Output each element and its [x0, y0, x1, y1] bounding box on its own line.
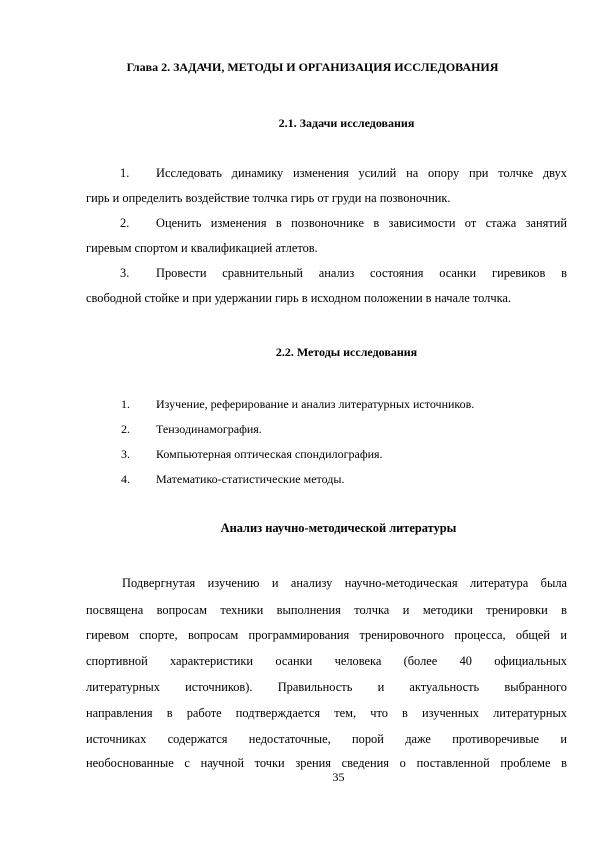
task-item-1-line-1	[86, 163, 567, 183]
method-item-2-text: Тензодинамография.	[156, 422, 262, 436]
literature-line-2: посвящена вопросам техники выполнения толчка и методики тренировки в	[86, 603, 567, 617]
task-item-2-line-1	[86, 213, 567, 233]
task-item-2-number: 2.	[120, 216, 130, 230]
page-number: 35	[332, 770, 345, 784]
task-item-1-line-2: гирь и определить воздействие толчка гирь от груди на позвоночник.	[86, 191, 451, 205]
task-item-2-line-2: гиревым спортом и квалификацией атлетов.	[86, 241, 318, 255]
literature-line-5: литературных источников). Правильность и актуальность выбранного	[86, 680, 567, 694]
method-item-2-number: 2.	[121, 422, 130, 436]
task-item-1-number: 1.	[120, 166, 130, 180]
method-item-2	[121, 420, 262, 438]
task-item-3-line-1	[86, 263, 567, 283]
chapter-title: Глава 2. ЗАДАЧИ, МЕТОДЫ И ОРГАНИЗАЦИЯ ИССЛЕДОВАНИЯ	[126, 60, 499, 74]
literature-line-6: направления в работе подтверждается тем, что в изученных литературных	[86, 706, 567, 720]
task-item-1-text-1: Исследовать динамику изменения усилий на опору при толчке двух	[156, 166, 567, 180]
method-item-3-text: Компьютерная оптическая спондилография.	[156, 447, 383, 461]
method-item-1-text: Изучение, реферирование и анализ литературных источников.	[156, 397, 475, 411]
method-item-1	[121, 395, 474, 413]
literature-heading: Анализ научно-методической литературы	[220, 521, 457, 535]
methods-heading: 2.2. Методы исследования	[275, 345, 418, 359]
literature-line-3: гиревом спорте, вопросам программирования тренировочного процесса, общей и	[86, 628, 567, 642]
method-item-1-number: 1.	[121, 397, 130, 411]
task-item-3-text-1: Провести сравнительный анализ состояния осанки гиревиков в	[156, 266, 567, 280]
literature-line-8: необоснованные с научной точки зрения сведения о поставленной проблеме в	[86, 756, 567, 770]
task-item-3-line-2: свободной стойке и при удержании гирь в исходном положении в начале толчка.	[86, 291, 512, 305]
task-item-3-number: 3.	[120, 266, 130, 280]
method-item-4-text: Математико-статистические методы.	[156, 472, 345, 486]
method-item-3-number: 3.	[121, 447, 130, 461]
literature-line-4: спортивной характеристики осанки человека (более 40 официальных	[86, 654, 567, 668]
method-item-4-number: 4.	[121, 472, 130, 486]
literature-line-7: источниках содержатся недостаточные, порой даже противоречивые и	[86, 732, 567, 746]
tasks-heading: 2.1. Задачи исследования	[278, 116, 415, 130]
method-item-3	[121, 445, 383, 463]
method-item-4	[121, 470, 344, 488]
literature-line-1: Подвергнутая изучению и анализу научно-методическая литература была	[122, 576, 567, 590]
task-item-2-text-1: Оценить изменения в позвоночнике в зависимости от стажа занятий	[156, 216, 567, 230]
